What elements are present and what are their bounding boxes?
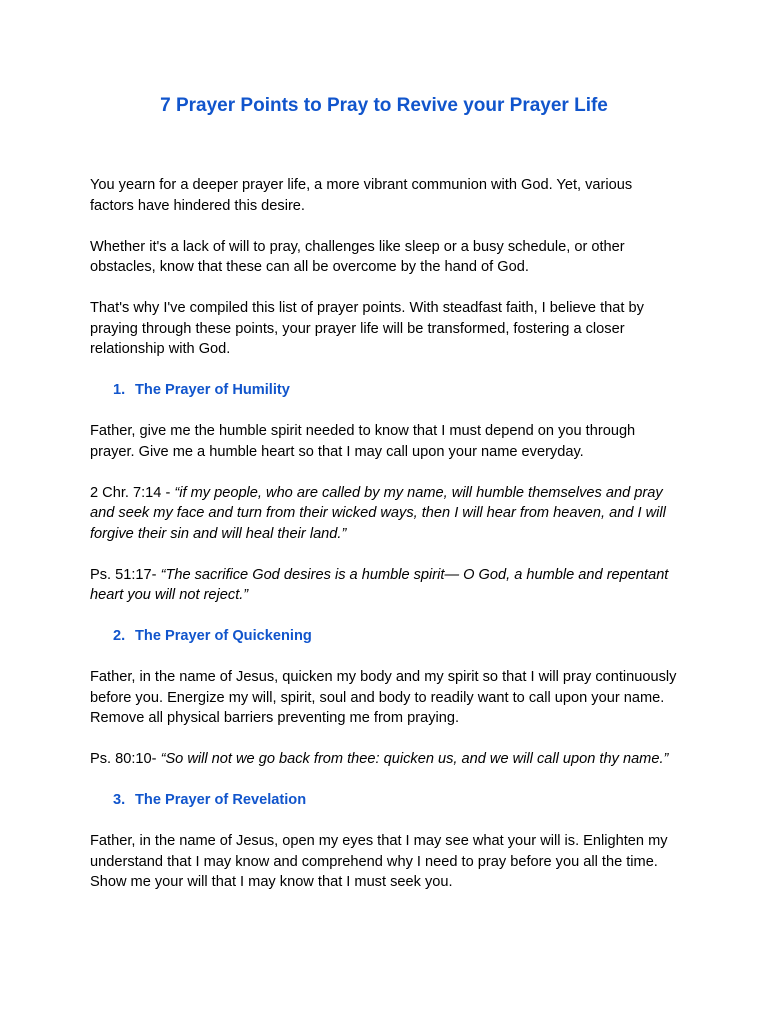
verse-quote: “The sacrifice God desires is a humble spirit— O God, a humble and repentant heart you will not reject.”	[90, 566, 669, 603]
prayer-paragraph: Father, give me the humble spirit needed to know that I must depend on you through prayer. Give me a humble heart so that I may call upon your name everyday.	[90, 423, 636, 460]
verse-paragraph	[90, 483, 678, 545]
verse-reference: Ps. 80:10-	[90, 751, 161, 767]
section-heading-quickening	[90, 626, 678, 647]
section-heading-text: The Prayer of Humility	[135, 382, 290, 398]
prayer-paragraph: Father, in the name of Jesus, quicken my body and my spirit so that I will pray continuously before you. Energize my will, spirit, soul and body to readily want to call upon your name. Remove all physical barriers preventing me from praying.	[90, 669, 677, 726]
prayer-paragraph: Father, in the name of Jesus, open my eyes that I may see what your will is. Enlighten my understand that I may know and comprehend why I need to pray before you all the time. Show me your will that I may know that I must seek you.	[90, 833, 668, 890]
section-heading-text: The Prayer of Quickening	[135, 628, 312, 644]
verse-quote: “So will not we go back from thee: quicken us, and we will call upon thy name.”	[160, 751, 669, 767]
verse-quote: “if my people, who are called by my name, will humble themselves and pray and seek my face and turn from their wicked ways, then I will hear from heaven, and I will forgive their sin and will heal their land.”	[90, 484, 666, 542]
verse-reference: Ps. 51:17-	[90, 566, 161, 583]
section-heading-revelation	[90, 790, 678, 811]
section-number: 1.	[113, 382, 126, 398]
intro-paragraph-1: You yearn for a deeper prayer life, a more vibrant communion with God. Yet, various factors have hindered this desire.	[90, 177, 633, 214]
section-heading-humility	[90, 380, 678, 401]
section-number: 2.	[113, 628, 126, 644]
section-heading-text: The Prayer of Revelation	[135, 792, 307, 808]
intro-paragraph-3: That's why I've compiled this list of prayer points. With steadfast faith, I believe that by praying through these points, your prayer life will be transformed, fostering a closer relationship with God.	[90, 300, 644, 357]
verse-paragraph	[90, 565, 678, 606]
verse-paragraph	[90, 749, 678, 770]
section-number: 3.	[113, 792, 126, 808]
document-title: 7 Prayer Points to Pray to Revive your Prayer Life	[160, 95, 608, 116]
intro-paragraph-2: Whether it's a lack of will to pray, challenges like sleep or a busy schedule, or other obstacles, know that these can all be overcome by the hand of God.	[90, 238, 625, 275]
verse-reference: 2 Chr. 7:14 -	[90, 484, 175, 501]
